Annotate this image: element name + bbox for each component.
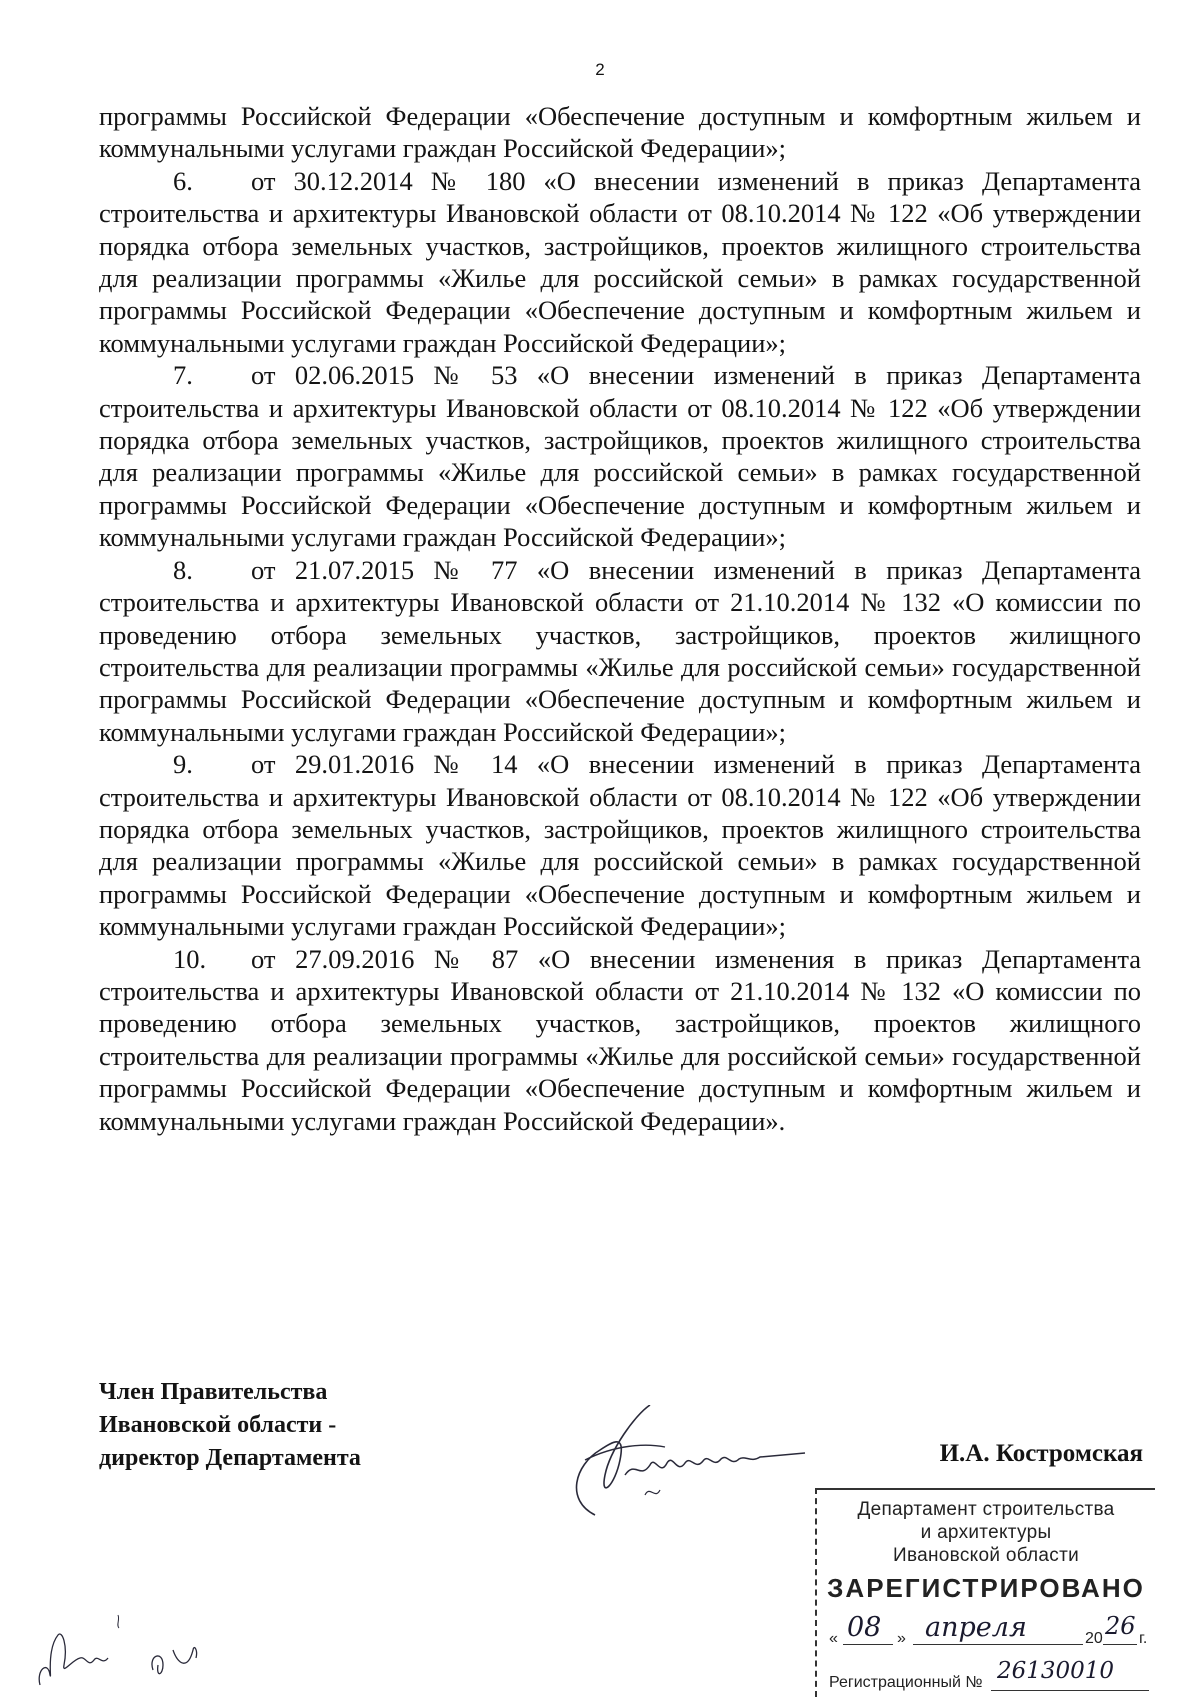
stamp-day: 08 xyxy=(847,1612,882,1643)
item-number: 7. xyxy=(173,360,193,391)
stamp-date xyxy=(829,1612,1149,1656)
item-number: 10. xyxy=(173,943,207,974)
list-item xyxy=(99,359,1141,553)
registration-stamp xyxy=(815,1488,1155,1697)
signatory-title xyxy=(99,1376,361,1475)
signatory-title-line: директор Департамента xyxy=(99,1445,361,1471)
stamp-department xyxy=(817,1498,1155,1567)
item-number: 8. xyxy=(173,554,193,585)
list-item xyxy=(99,554,1141,748)
signatory-title-line: Ивановской области - xyxy=(99,1412,337,1438)
stamp-regno-label: Регистрационный № xyxy=(829,1674,983,1691)
stamp-year-suffix: 26 xyxy=(1105,1612,1136,1640)
item-text: от 02.06.2015 № 53 «О внесении изменений в приказ Департамента строительства и архитектуры Ивановской области от 08.10.2014 № 122 «Об утверждении порядка отбора земельных участков, застройщиков, проектов жилищного строительства для реализации программы «Жилье для российской семьи» в рамках государственной программы Российской Федерации «Обеспечение доступным и комфортным жильем и коммунальными услугами граждан Российской Федерации»; xyxy=(99,360,1141,553)
stamp-registered-label: ЗАРЕГИСТРИРОВАНО xyxy=(827,1573,1145,1603)
item-text: от 21.07.2015 № 77 «О внесении изменений в приказ Департамента строительства и архитектуры Ивановской области от 21.10.2014 № 132 «О комиссии по проведению отбора земельных участков, застройщиков, проектов жилищного строительства для реализации программы «Жилье для российской семьи» государственной программы Российской Федерации «Обеспечение доступным и комфортным жильем и коммунальными услугами граждан Российской Федерации»; xyxy=(99,554,1141,747)
stamp-dept-line: Департамент строительства xyxy=(857,1499,1115,1520)
handwritten-signature xyxy=(555,1405,835,1525)
signatory-name: И.А. Костромская xyxy=(939,1440,1143,1467)
stamp-regno-value: 26130010 xyxy=(997,1658,1115,1684)
stamp-dept-line: Ивановской области xyxy=(893,1545,1079,1566)
stamp-year-unit: г. xyxy=(1139,1630,1148,1647)
stamp-dept-line: и архитектуры xyxy=(920,1522,1052,1543)
document-body xyxy=(99,100,1141,1137)
list-item xyxy=(99,748,1141,942)
signatory-title-line: Член Правительства xyxy=(99,1379,328,1405)
item-text: от 27.09.2016 № 87 «О внесении изменения в приказ Департамента строительства и архитектуры Ивановской области от 21.10.2014 № 132 «О комиссии по проведению отбора земельных участков, застройщиков, проектов жилищного строительства для реализации программы «Жилье для российской семьи» государственной программы Российской Федерации «Обеспечение доступным и комфортным жильем и коммунальными услугами граждан Российской Федерации». xyxy=(99,943,1141,1136)
item-number: 9. xyxy=(173,749,193,780)
stamp-month: апреля xyxy=(925,1612,1027,1643)
page-number: 2 xyxy=(595,60,605,79)
item-text: от 29.01.2016 № 14 «О внесении изменений в приказ Департамента строительства и архитектуры Ивановской области от 08.10.2014 № 122 «Об утверждении порядка отбора земельных участков, застройщиков, проектов жилищного строительства для реализации программы «Жилье для российской семьи» в рамках государственной программы Российской Федерации «Обеспечение доступным и комфортным жильем и коммунальными услугами граждан Российской Федерации»; xyxy=(99,749,1141,942)
list-item xyxy=(99,943,1141,1137)
stamp-quote-close: » xyxy=(897,1630,906,1647)
handwritten-initials xyxy=(28,1610,228,1690)
stamp-year-prefix: 20 xyxy=(1085,1630,1103,1647)
intro-paragraph: программы Российской Федерации «Обеспечение доступным и комфортным жильем и коммунальными услугами граждан Российской Федерации»; xyxy=(99,101,1141,164)
list-item xyxy=(99,165,1141,359)
stamp-registration-number xyxy=(829,1658,1149,1698)
item-number: 6. xyxy=(173,165,193,196)
stamp-quote-open: « xyxy=(829,1630,838,1647)
item-text: от 30.12.2014 № 180 «О внесении изменений в приказ Департамента строительства и архитектуры Ивановской области от 08.10.2014 № 122 «Об утверждении порядка отбора земельных участков, застройщиков, проектов жилищного строительства для реализации программы «Жилье для российской семьи» в рамках государственной программы Российской Федерации «Обеспечение доступным и комфортным жильем и коммунальными услугами граждан Российской Федерации»; xyxy=(99,165,1141,358)
